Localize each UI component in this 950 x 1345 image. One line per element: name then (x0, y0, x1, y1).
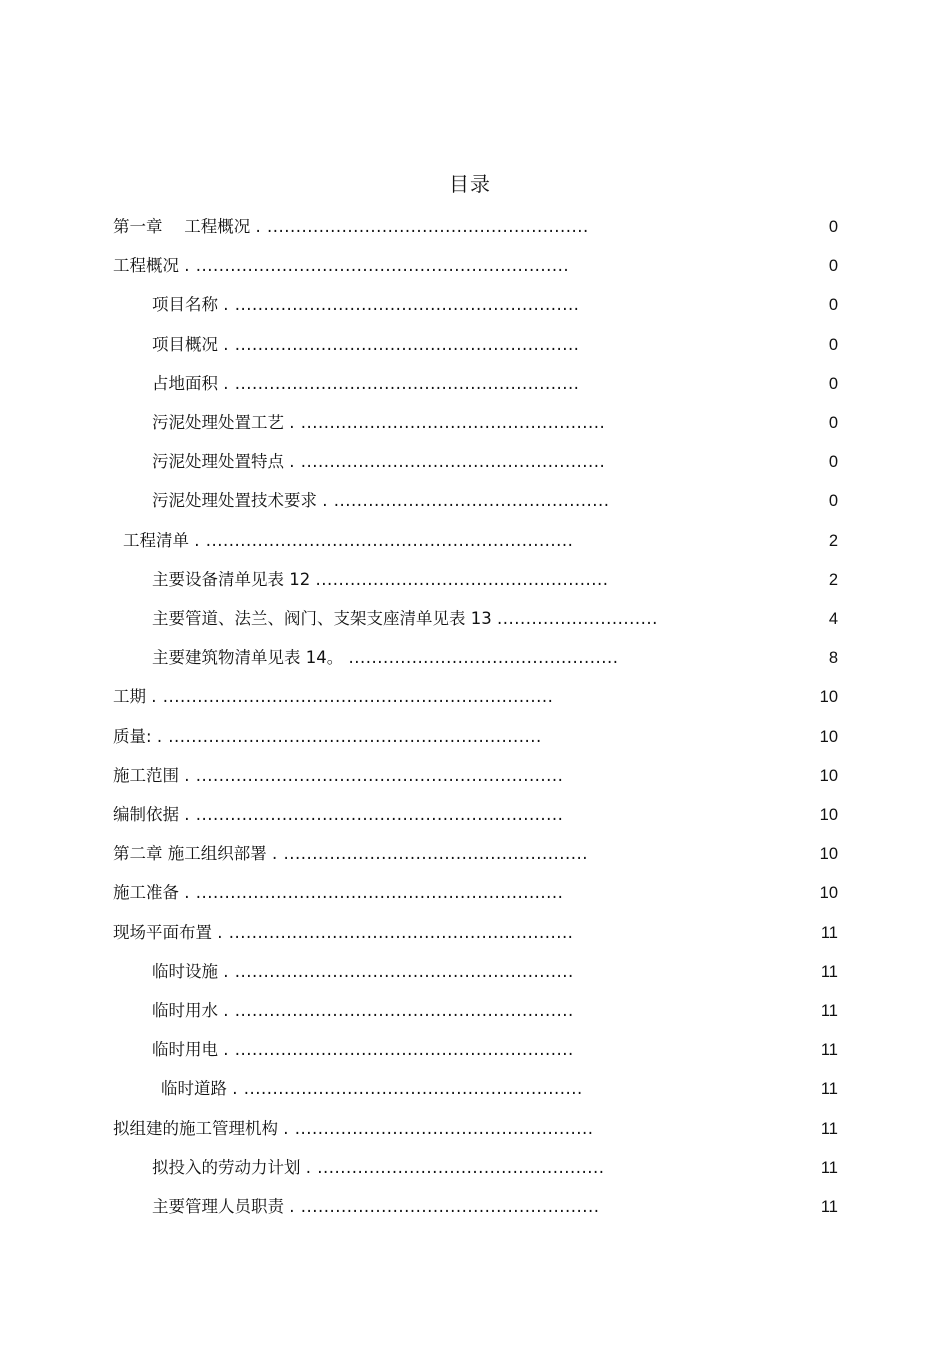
toc-page-number: 0 (828, 374, 838, 393)
toc-leader-dots: ............................ (497, 609, 658, 628)
toc-leader-dots: . ........................................................ (255, 217, 589, 236)
toc-entry[interactable] (0, 604, 950, 634)
toc-page-number: 10 (819, 806, 838, 824)
toc-leader-dots: . ................................................................ (194, 530, 574, 550)
toc-entry-label (152, 643, 619, 673)
toc-entry[interactable] (0, 251, 950, 281)
toc-entry-text: 施工范围 (113, 765, 185, 785)
toc-page-number: 10 (819, 845, 838, 864)
toc-entry[interactable] (0, 957, 950, 987)
toc-entry-label (113, 251, 569, 281)
toc-leader-dots: . ........................................................... (232, 1079, 583, 1099)
toc-page-number: 11 (820, 923, 838, 942)
toc-leader-dots: . .................................................... (289, 1197, 600, 1216)
toc-page-number: 11 (820, 1080, 838, 1099)
toc-leader-dots: . ................................................ (322, 491, 610, 511)
toc-leader-dots: . .................................................... (283, 1118, 594, 1138)
toc-entry-label (152, 447, 605, 477)
toc-leader-dots: . ............................................................ (223, 373, 580, 393)
toc-entry[interactable] (0, 1153, 950, 1183)
toc-page-number: 2 (828, 531, 838, 550)
toc-leader-dots: ................................................... (315, 569, 609, 589)
toc-entry[interactable] (0, 996, 950, 1026)
toc-entry[interactable] (0, 1114, 950, 1144)
toc-leader-dots: ............................................... (348, 648, 619, 668)
toc-page-number: 11 (820, 1119, 838, 1138)
toc-entry[interactable] (0, 212, 950, 242)
toc-entry-label (113, 878, 563, 908)
toc-entry-label (161, 1074, 583, 1104)
toc-leader-dots: . ..................................................... (289, 452, 606, 472)
toc-entry[interactable] (0, 839, 950, 869)
toc-page-number: 4 (828, 610, 838, 628)
toc-entry-text: 工程清单 (123, 530, 195, 550)
toc-leader-dots: . ............................................................ (223, 295, 580, 315)
toc-entry-text: 占地面积 (152, 373, 224, 393)
toc-page-number: 11 (820, 1198, 838, 1216)
toc-entry-label (113, 761, 563, 791)
toc-entry-text: 拟组建的施工管理机构 (113, 1118, 284, 1138)
toc-leader-dots: . ................................................................ (184, 883, 564, 903)
toc-entry[interactable] (0, 565, 950, 595)
toc-entry-text: 主要建筑物清单见表 14。 (152, 648, 349, 668)
toc-entry[interactable] (0, 761, 950, 791)
toc-entry-label (113, 722, 542, 752)
toc-entry[interactable] (0, 682, 950, 712)
toc-entry-text: 编制依据 (113, 805, 185, 824)
toc-entry[interactable] (0, 1035, 950, 1065)
toc-leader-dots: . ........................................................... (223, 1040, 574, 1060)
toc-entry-text: 污泥处理处置技术要求 (152, 491, 323, 511)
toc-entry-label (152, 957, 574, 987)
toc-entry-text: 主要管理人员职责 (152, 1197, 290, 1216)
toc-entry-text: 临时用水 (152, 1001, 224, 1020)
toc-page-number: 11 (820, 962, 838, 981)
toc-entry[interactable] (0, 526, 950, 556)
toc-page-number: 0 (828, 492, 838, 511)
toc-entry-text: 第二章 施工组织部署 (113, 844, 272, 864)
toc-page-number: 11 (820, 1041, 838, 1060)
toc-entry[interactable] (0, 878, 950, 908)
toc-entry[interactable] (0, 918, 950, 948)
toc-entry-text: 工期 (113, 687, 152, 707)
toc-entry[interactable] (0, 486, 950, 516)
toc-entry-text: 主要设备清单见表 12 (152, 569, 316, 589)
toc-entry-label (113, 839, 588, 869)
toc-entry-label (113, 682, 553, 712)
toc-entry-label (152, 330, 579, 360)
toc-page-number: 0 (828, 257, 838, 276)
toc-entry-text: 污泥处理处置工艺 (152, 413, 290, 432)
toc-entry-label (113, 212, 589, 242)
toc-entry[interactable] (0, 447, 950, 477)
toc-title: 目录 (449, 172, 491, 196)
toc-leader-dots: . ..................................................... (289, 413, 606, 432)
toc-entry-label (152, 486, 610, 516)
toc-entry[interactable] (0, 722, 950, 752)
toc-entry-text: 主要管道、法兰、阀门、支架支座清单见表 13 (152, 609, 497, 628)
toc-leader-dots: . ..................................................... (272, 844, 588, 864)
toc-entry-text: 临时道路 (161, 1079, 233, 1099)
toc-entry-label (152, 369, 579, 399)
toc-leader-dots: . ................................................................. (184, 256, 570, 276)
toc-leader-dots: . ................................................................ (184, 805, 564, 824)
toc-leader-dots: . ............................................................ (217, 922, 574, 942)
toc-entry-text: 质量: (113, 726, 157, 746)
toc-page-number: 0 (828, 414, 838, 432)
toc-leader-dots: . .................................................. (305, 1157, 605, 1177)
toc-entry-label (152, 996, 574, 1026)
toc-entry-label (123, 526, 573, 556)
toc-entry-text: 拟投入的劳动力计划 (152, 1157, 306, 1177)
toc-entry-label (152, 1153, 604, 1183)
toc-leader-dots: . ........................................................... (223, 961, 574, 981)
toc-page-number: 0 (828, 296, 838, 315)
toc-page-number: 0 (828, 335, 838, 354)
toc-page-number: 10 (819, 688, 838, 707)
toc-entry-text: 项目概况 (152, 334, 224, 354)
toc-entry-label (152, 408, 605, 438)
toc-leader-dots: . ............................................................ (223, 334, 580, 354)
toc-entry-text: 污泥处理处置特点 (152, 452, 290, 472)
toc-leader-dots: . ........................................................... (223, 1001, 574, 1020)
toc-entry-label (152, 604, 658, 634)
toc-entry-text: 现场平面布置 (113, 922, 218, 942)
toc-entry-label (152, 565, 609, 595)
toc-entry-text: 施工准备 (113, 883, 185, 903)
toc-entry-label (152, 290, 579, 320)
toc-entry[interactable] (0, 408, 950, 438)
toc-entry[interactable] (0, 330, 950, 360)
toc-entry-label (113, 800, 563, 830)
toc-entry-text: 第一章 工程概况 (113, 217, 256, 236)
toc-leader-dots: . ................................................................. (156, 726, 542, 746)
toc-page-number: 0 (828, 453, 838, 472)
toc-leader-dots: . ................................................................ (184, 765, 564, 785)
toc-page-number: 8 (828, 649, 838, 668)
toc-entry[interactable] (0, 1192, 950, 1222)
toc-page-number: 11 (820, 1158, 838, 1177)
toc-leader-dots: . .................................................................... (151, 687, 554, 707)
toc-entry-text: 临时用电 (152, 1040, 224, 1060)
toc-entry-label (113, 1114, 593, 1144)
toc-page-number: 10 (819, 727, 838, 746)
toc-entry[interactable] (0, 369, 950, 399)
toc-page-number: 10 (819, 884, 838, 903)
toc-entry-text: 工程概况 (113, 256, 185, 276)
toc-page-number: 11 (820, 1002, 838, 1020)
toc-entry-text: 临时设施 (152, 961, 224, 981)
toc-page-number: 10 (819, 766, 838, 785)
toc-entry[interactable] (0, 800, 950, 830)
toc-page-number: 2 (828, 570, 838, 589)
toc-entry[interactable] (0, 1074, 950, 1104)
toc-entry-label (113, 918, 573, 948)
toc-entry-text: 项目名称 (152, 295, 224, 315)
toc-entry-label (152, 1035, 574, 1065)
toc-page-number: 0 (828, 218, 838, 236)
toc-entry[interactable] (0, 643, 950, 673)
toc-entry[interactable] (0, 290, 950, 320)
toc-entry-label (152, 1192, 599, 1222)
